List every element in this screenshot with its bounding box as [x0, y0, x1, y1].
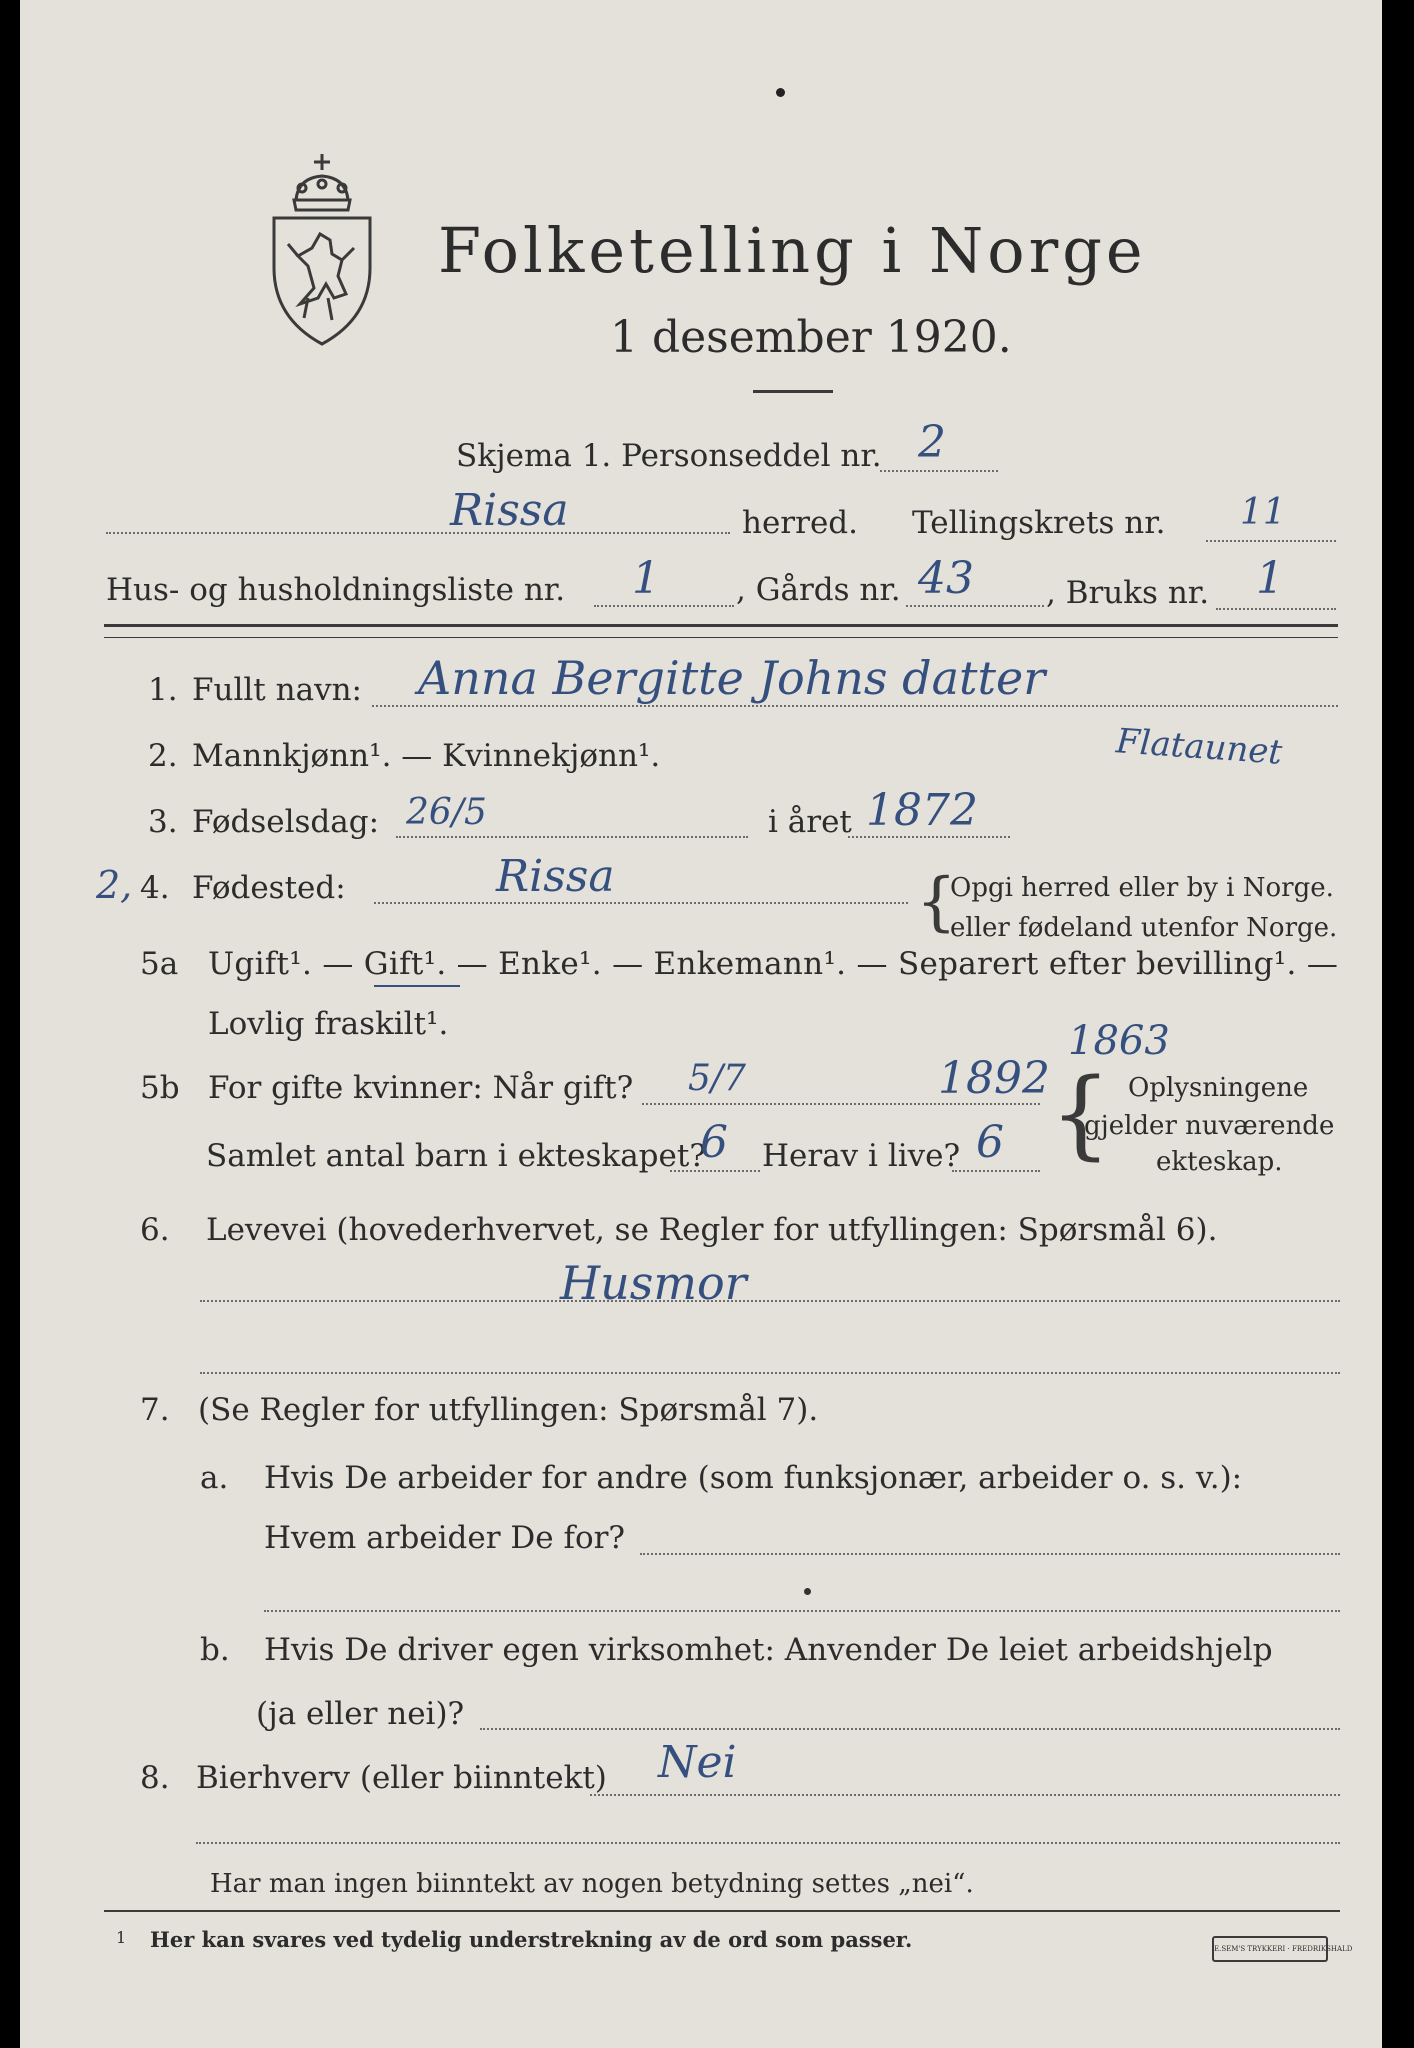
q6-value[interactable]: Husmor: [560, 1256, 747, 1310]
q3-number: 3.: [148, 804, 178, 840]
q8-label: Bierhverv (eller biinntekt): [196, 1760, 607, 1796]
q5b-alive-line: [952, 1170, 1040, 1172]
punch-dot: [776, 88, 785, 97]
printer-stamp-text: E.SEM'S TRYKKERI · FREDRIKSHALD: [1214, 1945, 1353, 1953]
q5b-brace: {: [1050, 1058, 1112, 1170]
q5b-children-value[interactable]: 6: [700, 1117, 728, 1168]
q7a-line-1: Hvis De arbeider for andre (som funksjonær, arbeider o. s. v.):: [264, 1460, 1243, 1496]
q1-number: 1.: [148, 672, 178, 708]
q8-value[interactable]: Nei: [658, 1737, 737, 1788]
q3-year-value[interactable]: 1872: [866, 785, 978, 836]
q7a-letter: a.: [200, 1460, 229, 1496]
title-underline: [753, 390, 833, 393]
q5b-note-1: Oplysningene: [1128, 1073, 1309, 1103]
q5b-label: For gifte kvinner: Når gift?: [208, 1070, 634, 1106]
herred-value[interactable]: Rissa: [450, 485, 569, 536]
gards-line: [906, 605, 1044, 607]
tellingskrets-line: [1206, 540, 1336, 542]
q5b-number: 5b: [140, 1070, 180, 1106]
q7b-line-1: Hvis De driver egen virksomhet: Anvender De leiet arbeidshjelp: [264, 1632, 1273, 1668]
q4-note-1: Opgi herred eller by i Norge.: [950, 873, 1334, 903]
q7-label: (Se Regler for utfyllingen: Spørsmål 7).: [198, 1392, 819, 1428]
footnote-text: Her kan svares ved tydelig understrekning av de ord som passer.: [150, 1927, 913, 1952]
punch-dot-2: [804, 1588, 811, 1595]
q4-label: Fødested:: [192, 870, 346, 906]
gards-value[interactable]: 43: [918, 553, 974, 604]
q8-number: 8.: [140, 1760, 170, 1796]
q2-label: Mannkjønn¹. — Kvinnekjønn¹.: [192, 738, 661, 774]
q4-number: 4.: [140, 870, 170, 906]
q4-brace: {: [916, 865, 957, 939]
census-form-page: [20, 0, 1382, 2048]
q4-value[interactable]: Rissa: [496, 851, 615, 902]
q5b-above-value[interactable]: 1863: [1068, 1018, 1170, 1064]
tellingskrets-value[interactable]: 11: [1240, 492, 1286, 533]
q6-line-1: [200, 1300, 1340, 1302]
q5b-note-3: ekteskap.: [1156, 1147, 1283, 1177]
q8-line-2: [196, 1842, 1340, 1844]
skjema-value[interactable]: 2: [918, 417, 946, 468]
census-date: 1 desember 1920.: [610, 312, 1012, 363]
hus-value[interactable]: 1: [632, 553, 660, 604]
skjema-label: Skjema 1. Personseddel nr.: [456, 438, 882, 474]
q7b-line-2: (ja eller nei)?: [256, 1696, 465, 1732]
q1-line: [372, 705, 1338, 707]
biinntekt-note: Har man ingen biinntekt av nogen betydning settes „nei“.: [210, 1869, 974, 1899]
herred-line: [106, 532, 730, 534]
gards-label: , Gårds nr.: [736, 572, 901, 608]
q7a-answer-line-1: [640, 1553, 1340, 1555]
bruks-line: [1216, 608, 1336, 610]
q3-label: Fødselsdag:: [192, 804, 380, 840]
bruks-label: , Bruks nr.: [1046, 575, 1210, 611]
section-rule-thin: [104, 637, 1338, 638]
q5b-note-2: gjelder nuværende: [1084, 1111, 1335, 1141]
footnote-mark: 1: [116, 1928, 127, 1947]
q6-line-2: [200, 1372, 1340, 1374]
printer-stamp: [1212, 1936, 1353, 1962]
q6-number: 6.: [140, 1212, 170, 1248]
skjema-line: [880, 470, 998, 472]
q6-label: Levevei (hovederhvervet, se Regler for utfyllingen: Spørsmål 6).: [206, 1212, 1218, 1248]
q3-line: [396, 836, 748, 838]
q8-line: [590, 1794, 1340, 1796]
hus-line: [594, 605, 734, 607]
q5b-date-value[interactable]: 5/7: [688, 1058, 746, 1099]
q7a-answer-line-2: [264, 1610, 1340, 1612]
q3-year-line: [848, 836, 1010, 838]
q4-margin-note[interactable]: 2,: [96, 863, 133, 907]
q5b-alive-label: Herav i live?: [762, 1138, 961, 1174]
q5a-options: Ugift¹. — Gift¹. — Enke¹. — Enkemann¹. — Separert efter bevilling¹. —: [208, 946, 1339, 982]
q1-label: Fullt navn:: [192, 672, 362, 708]
norway-coat-of-arms-icon: [268, 148, 376, 348]
form-title: Folketelling i Norge: [438, 214, 1147, 287]
gift-underline: [374, 985, 460, 987]
hus-label: Hus- og husholdningsliste nr.: [106, 572, 566, 608]
bruks-value[interactable]: 1: [1256, 553, 1284, 604]
q4-line: [374, 902, 908, 904]
q7-number: 7.: [140, 1392, 170, 1428]
q7a-line-2: Hvem arbeider De for?: [264, 1520, 626, 1556]
q5b-children-line: [670, 1170, 760, 1172]
q5b-children-label: Samlet antal barn i ekteskapet?: [206, 1138, 706, 1174]
q5b-year-value[interactable]: 1892: [938, 1053, 1050, 1104]
q7b-letter: b.: [200, 1632, 230, 1668]
footer-rule: [104, 1910, 1340, 1912]
q1-value[interactable]: Anna Bergitte Johns datter: [418, 651, 1046, 705]
q5a-options-line2: Lovlig fraskilt¹.: [208, 1006, 449, 1042]
q3-value[interactable]: 26/5: [406, 792, 487, 833]
q3-year-label: i året: [768, 804, 852, 840]
q5a-number: 5a: [140, 946, 179, 982]
q5b-alive-value[interactable]: 6: [976, 1117, 1004, 1168]
q1-extra-value[interactable]: Flataunet: [1114, 721, 1284, 773]
q7b-answer-line: [480, 1728, 1340, 1730]
q2-number: 2.: [148, 738, 178, 774]
tellingskrets-label: Tellingskrets nr.: [912, 505, 1166, 541]
section-rule-thick: [104, 624, 1338, 627]
herred-label: herred.: [742, 505, 858, 541]
q4-note-2: eller fødeland utenfor Norge.: [950, 913, 1338, 943]
